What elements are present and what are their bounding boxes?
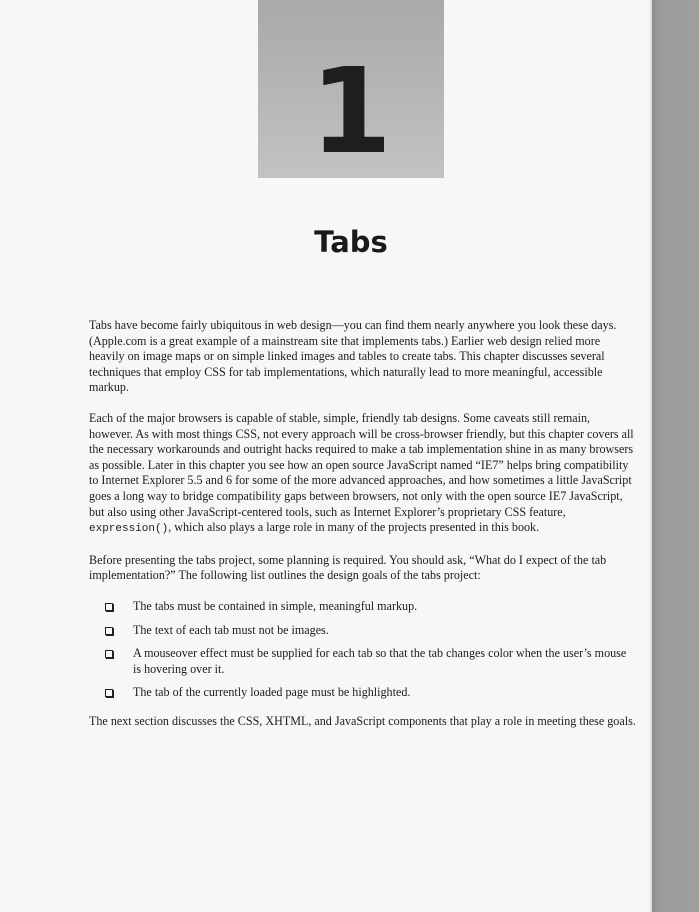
chapter-number-block — [258, 0, 444, 178]
chapter-number: 1 — [309, 42, 393, 180]
square-bullet-icon — [105, 650, 113, 658]
list-item-text: A mouseover effect must be supplied for each tab so that the tab changes color when the user’s mouse is hovering over it. — [133, 646, 627, 676]
list-item-text: The tabs must be contained in simple, meaningful markup. — [133, 598, 418, 613]
list-item — [89, 623, 637, 639]
paragraph-browsers — [89, 411, 637, 538]
paragraph-planning: Before presenting the tabs project, some planning is required. You should ask, “What do I expect of the tab implementation?” The following list outlines the design goals of the tabs project: — [89, 552, 607, 583]
list-item-text: The text of each tab must not be images. — [133, 622, 329, 637]
paragraph-browsers-text: Each of the major browsers is capable of stable, simple, friendly tab designs. Some caveats still remain, however. As with most things CSS, not every approach will be cross-browser friendly, but this chapter covers all the necessary workarounds and outright hacks required to make a tab implementation shine in as many browsers as possible. Later in this chapter you see how an open source JavaScript named “IE7” helps bring compatibility to Internet Explorer 5.5 and 6 for some of the more advanced approaches, and how sometimes a little JavaScript goes a long way to bridge compatibility gaps between browsers, not only with the open source IE7 JavaScript, but also using other JavaScript-centered tools, such as Internet Explorer’s proprietary CSS feature, — [89, 410, 634, 519]
design-goals-list — [89, 599, 637, 701]
paragraph-next-section: The next section discusses the CSS, XHTML, and JavaScript components that play a role in meeting these goals. — [89, 713, 636, 728]
list-item-text: The tab of the currently loaded page must be highlighted. — [133, 685, 411, 700]
square-bullet-icon — [105, 627, 113, 635]
paragraph-intro: Tabs have become fairly ubiquitous in web design—you can find them nearly anywhere you look these days. (Apple.com is a great example of a mainstream site that implements tabs.) Earlier web design relied more heavily on image maps or on simple linked images and tables to create tabs. This chapter discusses several techniques that employ CSS for tab implementations, which naturally lead to more meaningful, accessible markup. — [89, 318, 617, 395]
chapter-title: Tabs — [314, 225, 388, 259]
square-bullet-icon — [105, 603, 113, 611]
list-item — [89, 646, 637, 677]
inline-code-expression: expression() — [89, 523, 169, 536]
page-edge — [652, 0, 699, 912]
list-item — [89, 685, 637, 701]
list-item — [89, 599, 637, 615]
square-bullet-icon — [105, 689, 113, 697]
chapter-body — [89, 318, 637, 744]
paragraph-browsers-end: , which also plays a large role in many of the projects presented in this book. — [168, 520, 540, 535]
